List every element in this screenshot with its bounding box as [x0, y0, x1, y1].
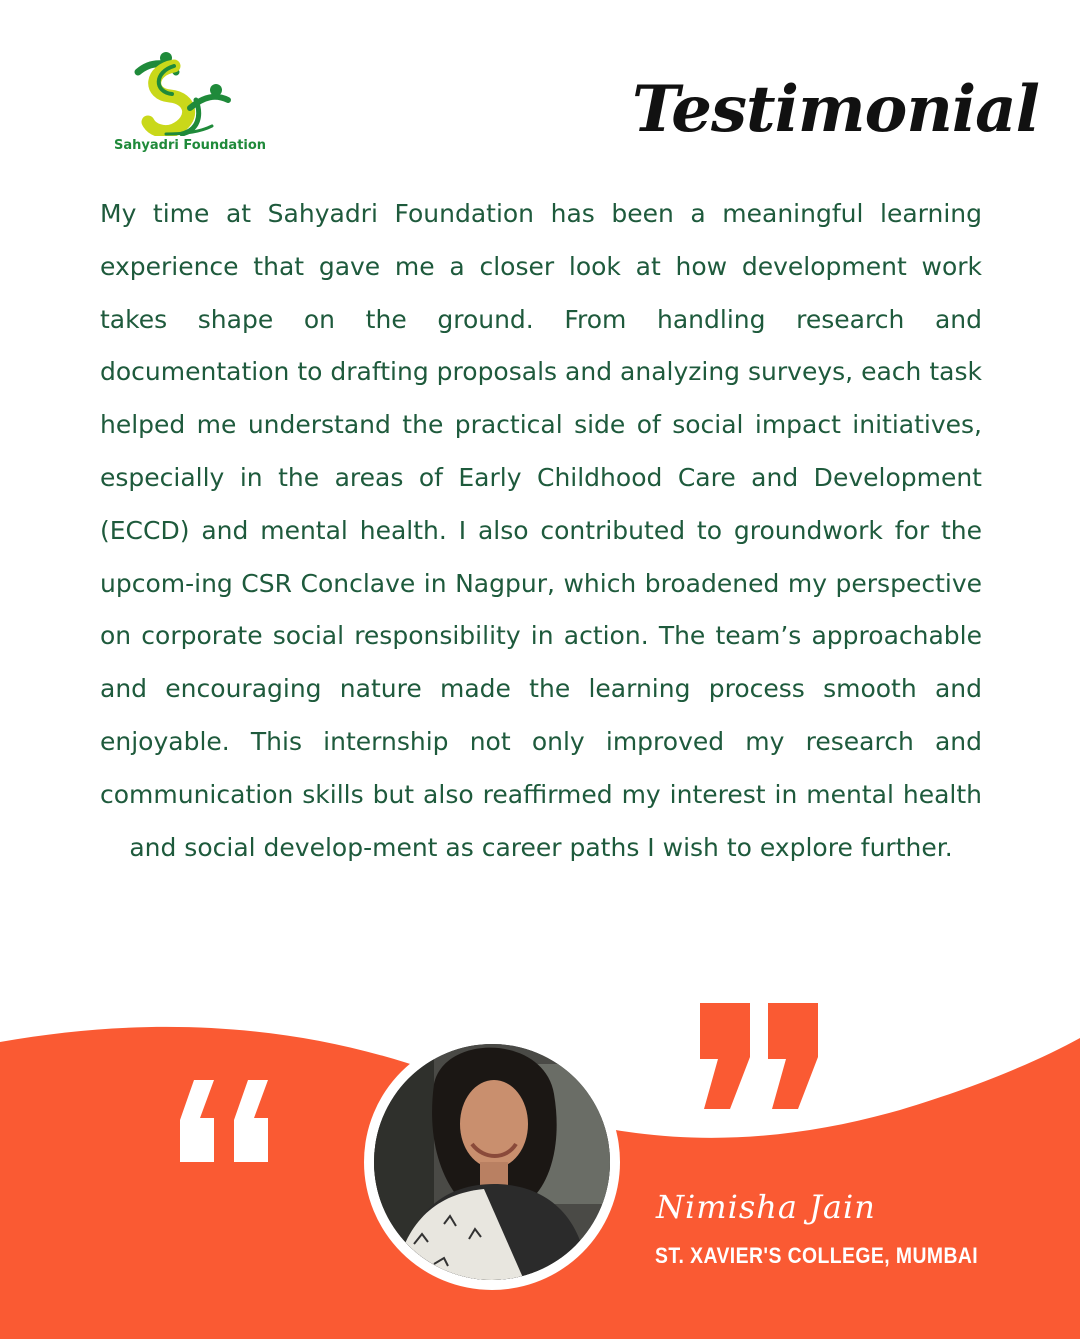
logo-text: Sahyadri Foundation [114, 138, 267, 153]
portrait-photo [364, 1034, 620, 1290]
author-name: Nimisha Jain [656, 1188, 876, 1226]
logo-figure-icon [130, 50, 234, 136]
page-title: Testimonial [632, 72, 1039, 147]
testimonial-text: My time at Sahyadri Foundation has been a meaningful learning experience that gave me a closer look at how development work takes shape on the ground. From handling research and documentation to drafting proposals and analyzing surveys, each task helped me understand the practical side of social impact initiatives, especially in the areas of Early Childhood Care and Development (ECCD) and mental health. I also contributed to groundwork for the upcom-ing CSR Conclave in Nagpur, which broadened my perspective on corporate social responsibility in action. The team’s approachable and encouraging nature made the learning process smooth and enjoyable. This internship not only improved my research and communication skills but also reaffirmed my interest in mental health and social develop-ment as career paths I wish to explore further. [100, 199, 982, 862]
close-quote-icon [698, 1003, 820, 1111]
open-quote-icon [178, 1080, 270, 1164]
author-college: ST. XAVIER'S COLLEGE, MUMBAI [655, 1243, 979, 1268]
sahyadri-logo [108, 50, 267, 160]
